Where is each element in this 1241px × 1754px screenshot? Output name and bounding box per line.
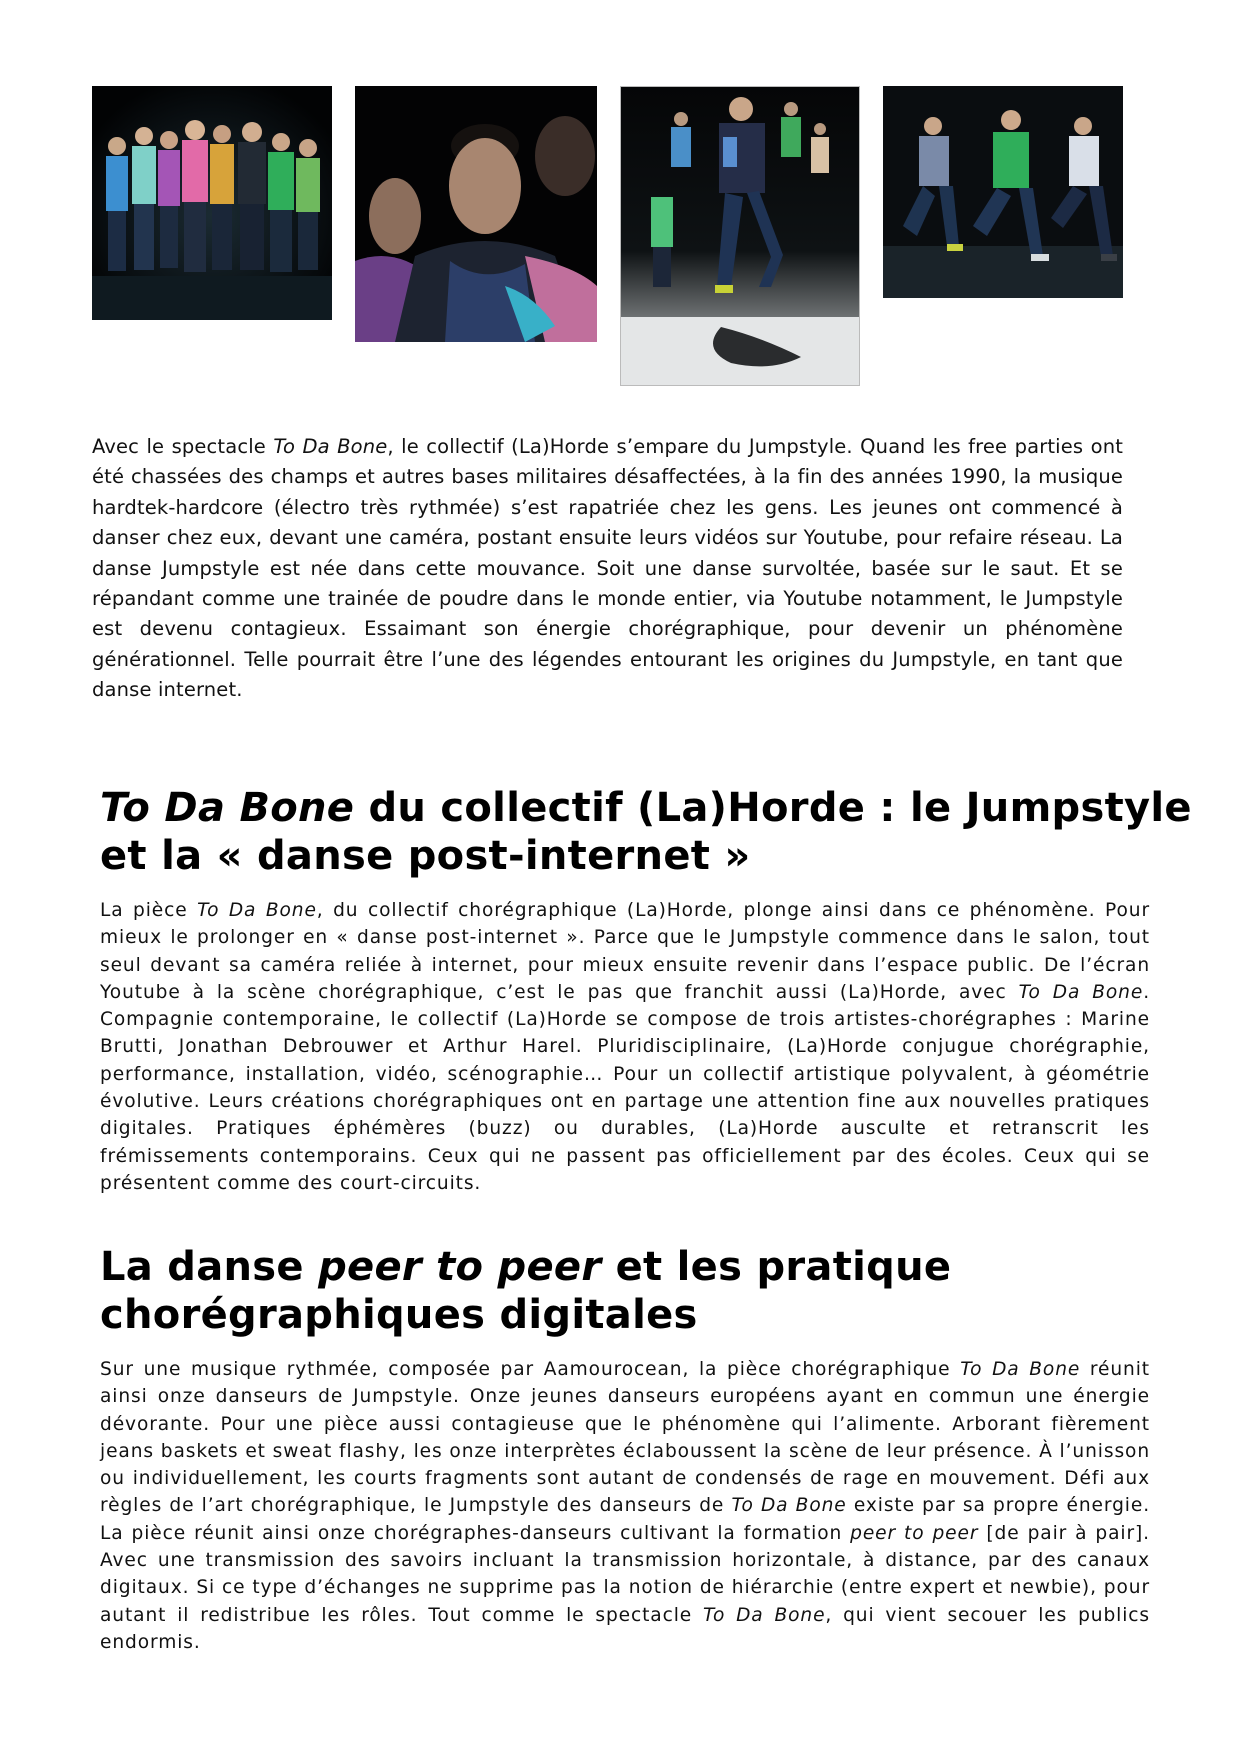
dancers-portrait-photo	[355, 86, 597, 342]
section-1-paragraph: La pièce To Da Bone, du collectif chorégraphique (La)Horde, plonge ainsi dans ce phénomène. Pour mieux le prolonger en « danse post-internet ». Parce que le Jumpstyle commence dans le salon, tout seul devant sa caméra reliée à internet, pour mieux ensuite revenir dans l’espace public. De l’écran Youtube à la scène chorégraphique, c’est le pas que franchit aussi (La)Horde, avec To Da Bone. Compagnie contemporaine, le collectif (La)Horde se compose de trois artistes-chorégraphes : Marine Brutti, Jonathan Debrouwer et Arthur Harel. Pluridisciplinaire, (La)Horde conjugue chorégraphie, performance, installation, vidéo, scénographie… Pour un collectif artistique polyvalent, à géométrie évolutive. Leurs créations chorégraphiques ont en partage une attention fine aux nouvelles pratiques digitales. Pratiques éphémères (buzz) ou durables, (La)Horde ausculte et retranscrit les frémissements contemporains. Ceux qui ne passent pas officiellement par des écoles. Ceux qui se présentent comme des court-circuits.	[100, 900, 1150, 1194]
dancers-kicking-photo	[883, 86, 1123, 298]
section-2-heading: La danse peer to peer et les pratique chorégraphiques digitales	[100, 1244, 952, 1338]
intro-show-title: To Da Bone	[273, 435, 388, 458]
intro-paragraph: Avec le spectacle To Da Bone, le collectif (La)Horde s’empare du Jumpstyle. Quand les free parties ont été chassées des champs et autres bases militaires désaffectées, à la fin des années 1990, la musique hardtek-hardcore (électro très rythmée) s’est rapatriée chez les gens. Les jeunes ont commencé à danser chez eux, devant une caméra, postant ensuite leurs vidéos sur Youtube, pour refaire réseau. La danse Jumpstyle est née dans cette mouvance. Soit une danse survoltée, basée sur le saut. Et se répandant comme une trainée de poudre dans le monde entier, via Youtube notamment, le Jumpstyle est devenu contagieux. Essaimant son énergie chorégraphique, pour devenir un phénomène générationnel. Telle pourrait être l’une des légendes entourant les origines du Jumpstyle, en tant que danse internet.	[92, 435, 1123, 702]
group-of-dancers-photo	[92, 86, 332, 320]
section-1-heading: To Da Bone du collectif (La)Horde : le Jumpstyle et la « danse post-internet »	[100, 785, 1192, 879]
dancers-jumping-photo	[620, 86, 860, 386]
section-2-paragraph: Sur une musique rythmée, composée par Aamourocean, la pièce chorégraphique To Da Bone réunit ainsi onze danseurs de Jumpstyle. Onze jeunes danseurs européens ayant en commun une énergie dévorante. Pour une pièce aussi contagieuse que le phénomène qui l’alimente. Arborant fièrement jeans baskets et sweat flashy, les onze interprètes éclaboussent la scène de leur présence. À l’unisson ou individuellement, les courts fragments sont autant de condensés de rage en mouvement. Défi aux règles de l’art chorégraphique, le Jumpstyle des danseurs de To Da Bone existe par sa propre énergie. La pièce réunit ainsi onze chorégraphes-danseurs cultivant la formation peer to peer [de pair à pair]. Avec une transmission des savoirs incluant la transmission horizontale, à distance, par des canaux digitaux. Si ce type d’échanges ne supprime pas la notion de hiérarchie (entre expert et newbie), pour autant il redistribue les rôles. Tout comme le spectacle To Da Bone, qui vient secouer les publics endormis.	[100, 1359, 1151, 1653]
